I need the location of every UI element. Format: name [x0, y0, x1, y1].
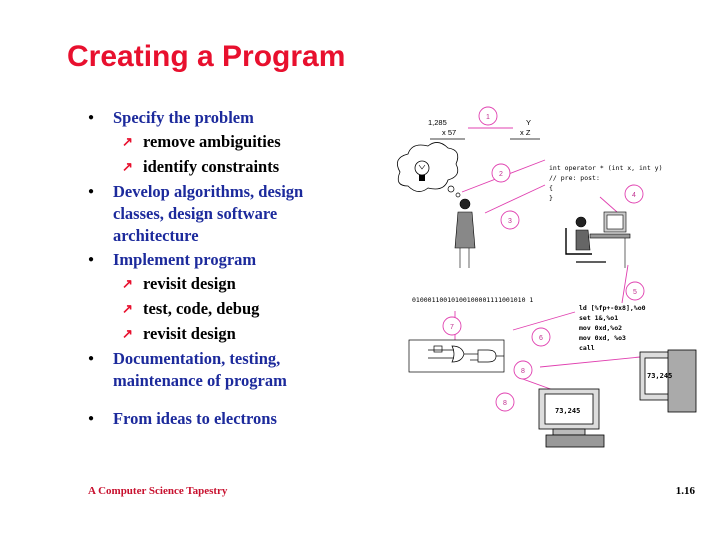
step-number: 5: [633, 289, 637, 296]
code-line: // pre: post:: [549, 174, 600, 182]
asm-line: mov 0xd,%o2: [579, 324, 623, 332]
footer-slide-number: 1.16: [675, 485, 695, 497]
step-number: 3: [508, 218, 512, 225]
screen-result: 73,245: [555, 407, 581, 415]
programmer-at-computer-icon: [566, 212, 630, 268]
bullet-item: ● Specify the problem: [88, 107, 358, 129]
problem-variable: Y: [526, 118, 532, 127]
step-number: 8: [503, 400, 507, 407]
problem-variable: x Z: [520, 128, 531, 137]
code-line: int operator * (int x, int y): [549, 164, 663, 172]
step-number: 4: [632, 192, 636, 199]
binary-code: 01000110010100100001111001010 1: [412, 296, 534, 304]
problem-number: 1,285: [428, 118, 447, 127]
computer-monitor-icon: [640, 350, 696, 412]
idea-bulb-icon: [397, 142, 460, 197]
asm-line: call: [579, 344, 595, 352]
code-line: }: [549, 194, 553, 202]
sub-bullet-item: ↗ remove ambiguities: [88, 129, 358, 154]
computer-monitor-icon: [539, 389, 604, 447]
step-number: 1: [486, 114, 490, 121]
footer-course-title: A Computer Science Tapestry: [88, 485, 228, 497]
sub-bullet-item: ↗ test, code, debug: [88, 296, 358, 321]
slide-title: Creating a Program: [67, 40, 346, 73]
asm-line: set 1&,%o1: [579, 314, 619, 322]
bullet-item: ● Implement program: [88, 249, 358, 271]
step-number: 2: [499, 171, 503, 178]
step-number: 6: [539, 335, 543, 342]
logic-circuit-icon: [409, 340, 504, 372]
bullet-item: ● Documentation, testing, maintenance of program: [88, 348, 358, 392]
sub-bullet-item: ↗ identify constraints: [88, 154, 358, 179]
sub-bullet-item: ↗ revisit design: [88, 271, 358, 296]
step-number: 8: [521, 368, 525, 375]
asm-line: mov 0xd, %o3: [579, 334, 626, 342]
person-icon: [455, 199, 475, 268]
screen-result: 73,245: [647, 372, 673, 380]
bullet-item: ● From ideas to electrons: [88, 408, 358, 430]
asm-line: ld [%fp+-0x8],%o0: [579, 304, 646, 312]
code-line: {: [549, 184, 553, 192]
step-number: 7: [450, 324, 454, 331]
problem-number: x 57: [442, 128, 457, 137]
sub-bullet-item: ↗ revisit design: [88, 321, 358, 346]
bullet-item: ● Develop algorithms, design classes, design software architecture: [88, 181, 358, 247]
